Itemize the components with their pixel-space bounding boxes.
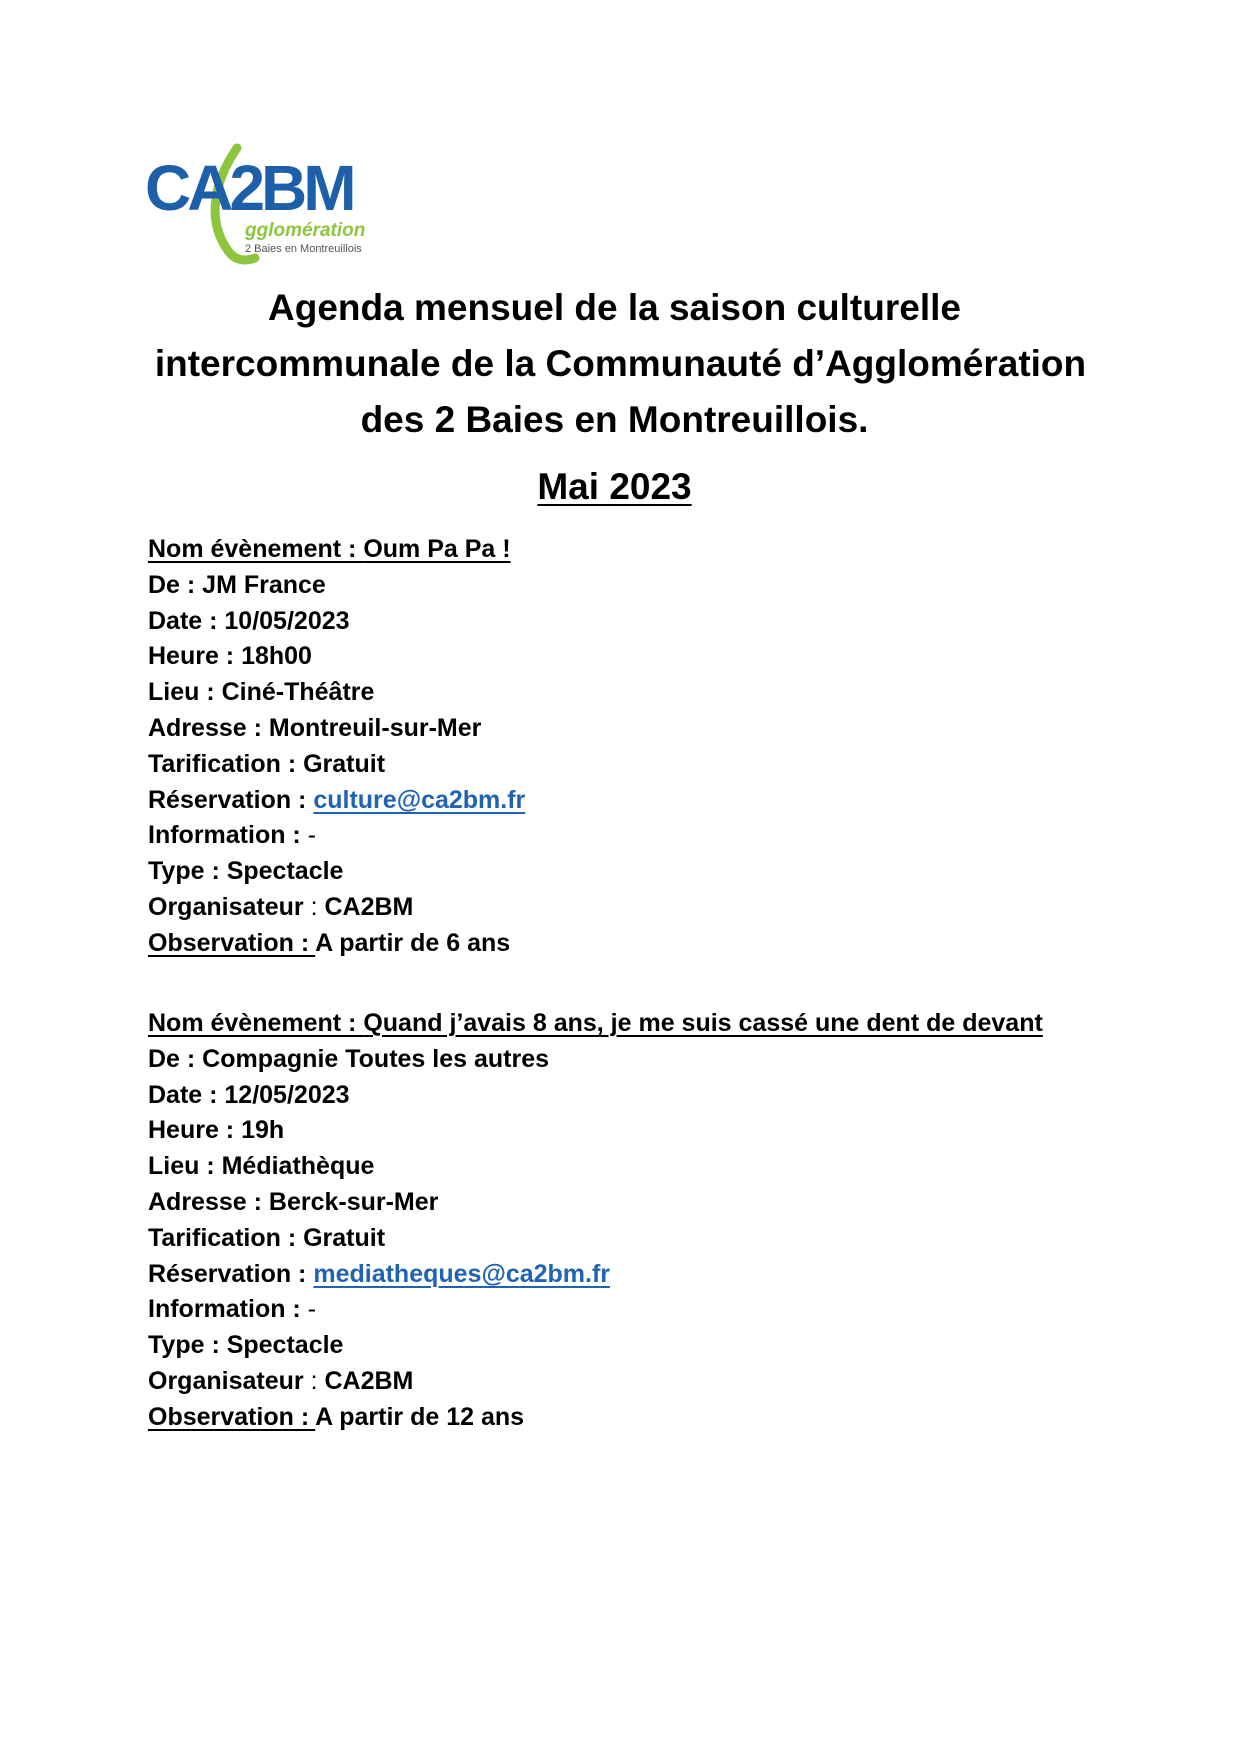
month-text: Mai 2023 xyxy=(537,466,692,507)
event-type: Type : Spectacle xyxy=(148,1331,344,1360)
event-observation-label: Observation : xyxy=(148,928,316,957)
event-type: Type : Spectacle xyxy=(148,857,344,886)
event-information xyxy=(148,1292,1043,1328)
title-line-3: des 2 Baies en Montreuillois. xyxy=(360,399,869,440)
event-observation xyxy=(148,1400,1043,1436)
event-organisateur xyxy=(148,1364,1043,1400)
event-block xyxy=(148,1006,1043,1436)
event-adresse: Adresse : Berck-sur-Mer xyxy=(148,1187,439,1216)
event-reservation xyxy=(148,1257,1043,1293)
event-organisateur-value: CA2BM xyxy=(324,1366,414,1395)
event-observation xyxy=(148,926,525,962)
event-name: Oum Pa Pa ! xyxy=(363,535,511,563)
event-reservation xyxy=(148,783,525,819)
event-organisateur xyxy=(148,890,525,926)
event-reservation-label: Réservation : xyxy=(148,1259,314,1288)
event-name-label: Nom évènement : xyxy=(148,1009,364,1037)
event-tarification: Tarification : Gratuit xyxy=(148,1223,386,1252)
event-observation-value: A partir de 6 ans xyxy=(315,928,511,957)
event-lieu: Lieu : Médiathèque xyxy=(148,1152,375,1181)
event-name: Quand j’avais 8 ans, je me suis cassé une dent de devant xyxy=(363,1009,1043,1037)
event-heure: Heure : 18h00 xyxy=(148,642,312,671)
event-organisateur-label: Organisateur xyxy=(148,892,311,921)
title-line-2: intercommunale de la Communauté d’Agglomération xyxy=(154,343,1087,384)
event-name-row xyxy=(148,1006,1043,1042)
month-heading xyxy=(0,462,1241,512)
event-name-row xyxy=(148,532,525,568)
event-de: De : JM France xyxy=(148,570,326,599)
event-organisateur-sep: : xyxy=(310,1366,325,1395)
event-lieu: Lieu : Ciné-Théâtre xyxy=(148,678,375,707)
logo-sub-text: gglomération xyxy=(245,220,366,241)
event-block xyxy=(148,532,525,962)
event-tarification: Tarification : Gratuit xyxy=(148,749,386,778)
event-information-value: - xyxy=(307,1295,317,1324)
event-name-label: Nom évènement : xyxy=(148,535,364,563)
logo-main-text: CA2BM xyxy=(145,152,353,224)
event-organisateur-label: Organisateur xyxy=(148,1366,311,1395)
event-observation-value: A partir de 12 ans xyxy=(315,1402,525,1431)
reservation-email-link[interactable]: mediatheques@ca2bm.fr xyxy=(313,1259,611,1288)
logo-tagline: 2 Baies en Montreuillois xyxy=(245,243,362,255)
event-date: Date : 12/05/2023 xyxy=(148,1080,350,1109)
event-adresse: Adresse : Montreuil-sur-Mer xyxy=(148,713,482,742)
event-heure: Heure : 19h xyxy=(148,1116,285,1145)
event-information-label: Information : xyxy=(148,821,308,850)
event-reservation-label: Réservation : xyxy=(148,785,314,814)
event-organisateur-value: CA2BM xyxy=(324,892,414,921)
event-de: De : Compagnie Toutes les autres xyxy=(148,1044,550,1073)
page-title xyxy=(0,280,1241,448)
event-information-value: - xyxy=(307,821,317,850)
event-organisateur-sep: : xyxy=(310,892,325,921)
title-line-1: Agenda mensuel de la saison culturelle xyxy=(268,287,961,328)
event-information xyxy=(148,818,525,854)
event-information-label: Information : xyxy=(148,1295,308,1324)
ca2bm-logo xyxy=(145,140,375,270)
event-observation-label: Observation : xyxy=(148,1402,316,1431)
event-date: Date : 10/05/2023 xyxy=(148,606,350,635)
reservation-email-link[interactable]: culture@ca2bm.fr xyxy=(313,785,526,814)
